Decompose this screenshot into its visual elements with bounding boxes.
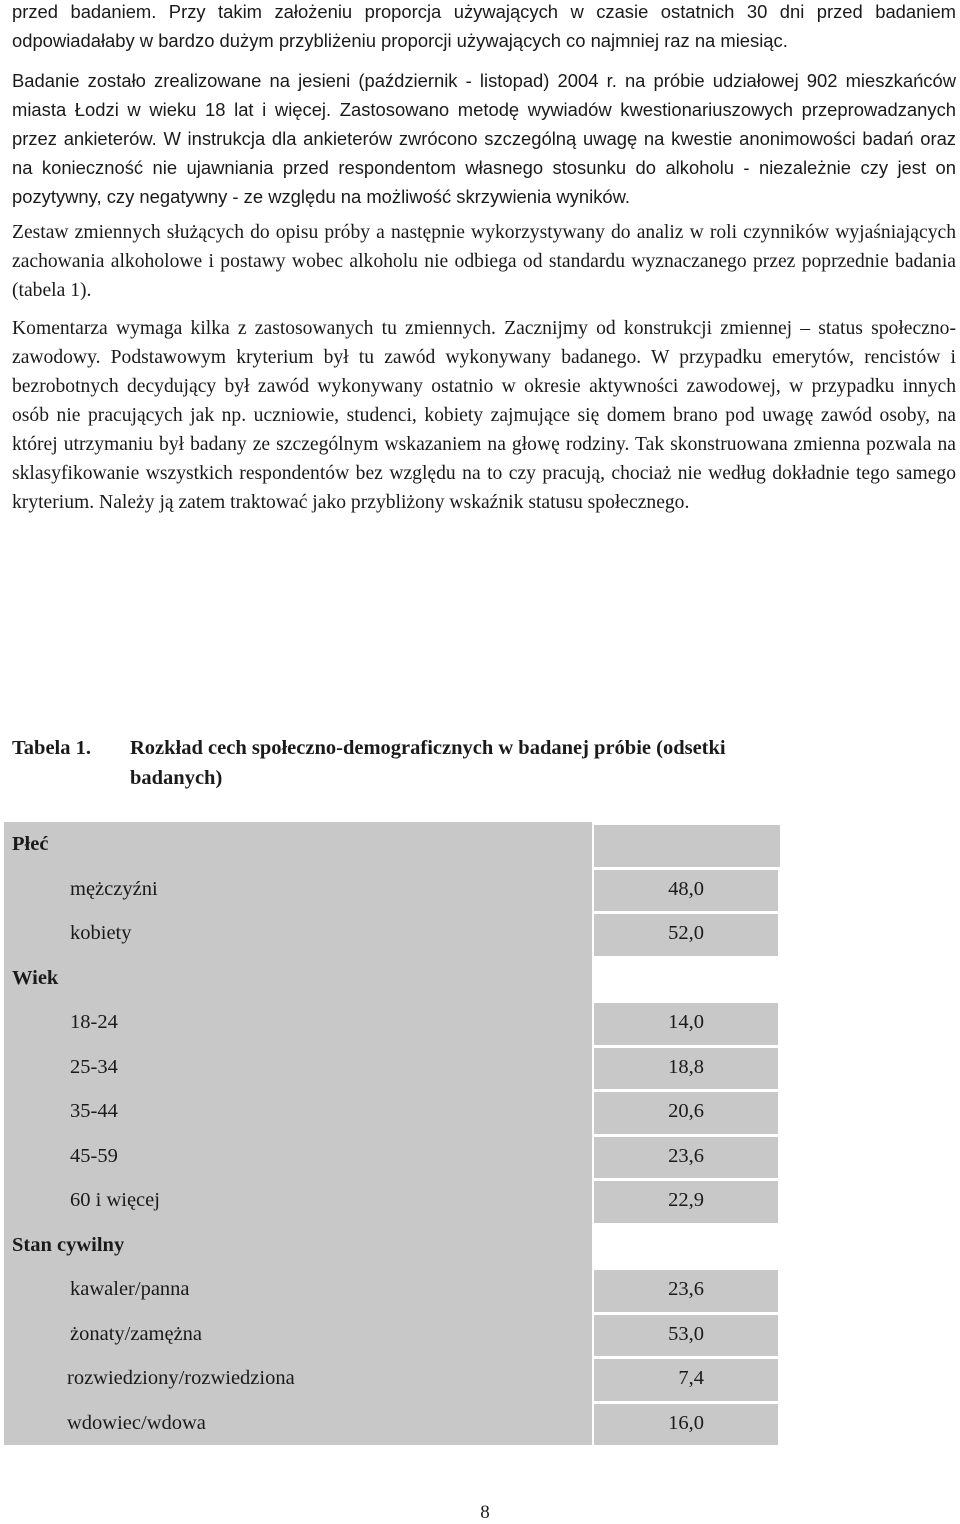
- row-value: 20,6: [668, 1100, 704, 1122]
- value-cell: [594, 1223, 780, 1271]
- value-cell: [594, 956, 780, 1004]
- row-value: 22,9: [668, 1189, 704, 1211]
- demographics-table: [4, 822, 780, 1445]
- row-label: rozwiedziony/rozwiedziona: [67, 1367, 295, 1389]
- table-row: [4, 1267, 780, 1312]
- row-value: 48,0: [668, 877, 704, 900]
- row-label: wdowiec/wdowa: [67, 1411, 206, 1434]
- table-row: [4, 1000, 780, 1045]
- row-label: kobiety: [70, 922, 132, 944]
- table-caption-title-line1: Rozkład cech społeczno-demograficznych w badanej próbie (odsetki: [130, 737, 726, 759]
- table-row: [4, 1401, 780, 1446]
- row-value: 7,4: [678, 1367, 704, 1389]
- table-row: [4, 911, 780, 956]
- table-row-category: [4, 956, 780, 1001]
- paragraph-1: przed badaniem. Przy takim założeniu proporcja używających w czasie ostatnich 30 dni przed badaniem odpowiadałaby w bardzo dużym przybliżeniu proporcji używających co najmniej raz na miesiąc.: [12, 1, 956, 51]
- document-body: [12, 0, 956, 517]
- table-caption-title-line2: badanych): [130, 767, 223, 789]
- value-cell: [594, 822, 780, 870]
- category-label: Wiek: [12, 966, 59, 989]
- label-cell: [4, 822, 592, 867]
- category-label: Płeć: [12, 833, 49, 855]
- row-value: 23,6: [668, 1278, 704, 1300]
- paragraph-2: Badanie zostało zrealizowane na jesieni (październik - listopad) 2004 r. na próbie udziałowej 902 mieszkańców miasta Łodzi w wieku 18 lat i więcej. Zastosowano metodę wywiadów kwestionariuszowych przeprowadzanych przez ankieterów. W instrukcja dla ankieterów zwrócono szczególną uwagę na kwestie anonimowości badań oraz na konieczność nie ujawniania przed respondentom własnego stosunku do alkoholu - niezależnie czy jest on pozytywny, czy negatywny - ze względu na możliwość skrzywienia wyników.: [12, 70, 956, 207]
- row-value: 16,0: [668, 1411, 704, 1434]
- row-value: 18,8: [668, 1055, 704, 1078]
- row-label: żonaty/zamężna: [70, 1322, 203, 1345]
- row-label: 18-24: [70, 1011, 118, 1033]
- row-value: 52,0: [668, 922, 704, 944]
- row-label: 45-59: [70, 1144, 118, 1167]
- table-row: [4, 1134, 780, 1179]
- paragraph-3: Zestaw zmiennych służących do opisu próby a następnie wykorzystywany do analiz w roli czynników wyjaśniających zachowania alkoholowe i postawy wobec alkoholu nie odbiega od standardu wyznaczanego przez poprzednie badania (tabela 1).: [12, 222, 956, 301]
- label-cell: [4, 956, 592, 1001]
- table-row: [4, 1045, 780, 1090]
- row-label: mężczyźni: [70, 877, 158, 900]
- table-row-category: [4, 822, 780, 867]
- table-row: [4, 867, 780, 912]
- table-row: [4, 1178, 780, 1223]
- table-caption-number: Tabela 1.: [12, 737, 91, 759]
- table-row: [4, 1312, 780, 1357]
- row-value: 23,6: [668, 1144, 704, 1167]
- row-value: 14,0: [668, 1011, 704, 1033]
- table-row: [4, 1356, 780, 1401]
- row-value: 53,0: [668, 1322, 704, 1345]
- row-label: kawaler/panna: [70, 1278, 190, 1300]
- row-label: 25-34: [70, 1055, 118, 1078]
- row-label: 35-44: [70, 1100, 118, 1122]
- table-row: [4, 1089, 780, 1134]
- page-number: 8: [480, 1502, 490, 1523]
- row-label: 60 i więcej: [70, 1189, 160, 1211]
- category-label: Stan cywilny: [12, 1233, 125, 1256]
- paragraph-4: Komentarza wymaga kilka z zastosowanych tu zmiennych. Zacznijmy od konstrukcji zmiennej – status społeczno-zawodowy. Podstawowym kryterium był tu zawód wykonywany badanego. W przypadku emerytów, rencistów i bezrobotnych decydujący był zawód wykonywany ostatnio w okresie aktywności zawodowej, w przypadku innych osób nie pracujących jak np. uczniowie, studenci, kobiety zajmujące się domem brano pod uwagę zawód osoby, na której utrzymaniu był badany ze szczególnym wskazaniem na głowę rodziny. Tak skonstruowana zmienna pozwala na sklasyfikowanie wszystkich respondentów bez względu na to czy pracują, chociaż nie według dokładnie tego samego kryterium. Należy ją zatem traktować jako przybliżony wskaźnik statusu społecznego.: [12, 318, 956, 513]
- table-row-category: [4, 1223, 780, 1268]
- table-caption: [12, 733, 872, 793]
